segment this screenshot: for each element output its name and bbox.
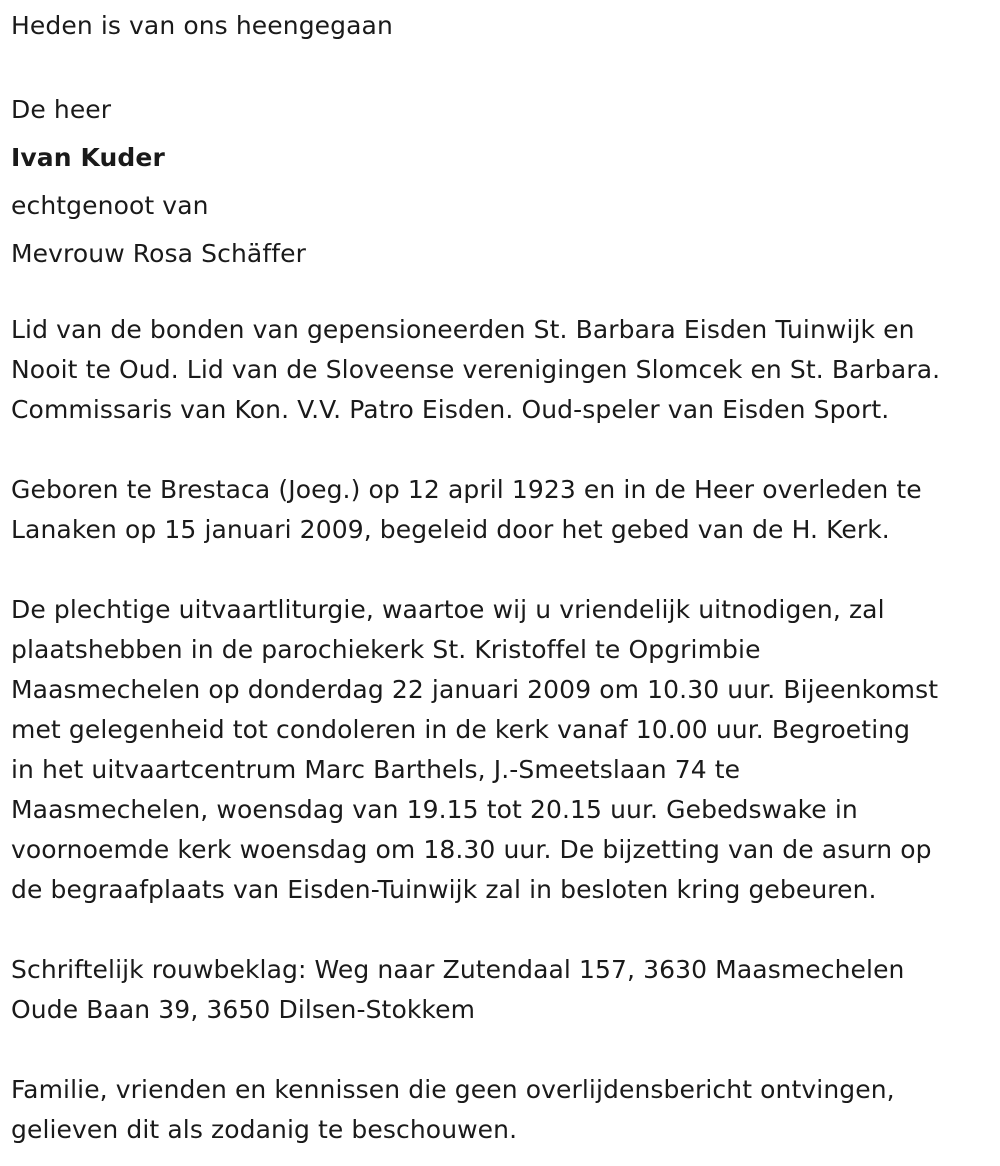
spacer [11, 910, 991, 950]
condolence-paragraph [11, 950, 991, 1030]
spacer [11, 430, 991, 470]
relation-label: echtgenoot van [11, 191, 209, 220]
birth-death-paragraph [11, 470, 991, 550]
spacer [11, 46, 991, 86]
spouse-name: Mevrouw Rosa Schäffer [11, 239, 306, 268]
honorific: De heer [11, 95, 112, 124]
memberships-line: Nooit te Oud. Lid van de Sloveense verenigingen Slomcek en St. Barbara. [11, 355, 941, 384]
birth-death-line: Lanaken op 15 januari 2009, begeleid door het gebed van de H. Kerk. [11, 515, 890, 544]
obituary-document [11, 6, 991, 1150]
deceased-name: Ivan Kuder [11, 143, 165, 172]
memberships-paragraph [11, 310, 991, 430]
birth-death-line: Geboren te Brestaca (Joeg.) op 12 april 1923 en in de Heer overleden te [11, 475, 922, 504]
spacer [11, 550, 991, 590]
memberships-line: Lid van de bonden van gepensioneerden St. Barbara Eisden Tuinwijk en [11, 315, 915, 344]
funeral-line: De plechtige uitvaartliturgie, waartoe wij u vriendelijk uitnodigen, zal [11, 595, 885, 624]
funeral-line: Maasmechelen, woensdag van 19.15 tot 20.15 uur. Gebedswake in [11, 795, 858, 824]
spacer [11, 278, 991, 310]
funeral-paragraph [11, 590, 991, 910]
condolence-line: Oude Baan 39, 3650 Dilsen-Stokkem [11, 995, 476, 1024]
funeral-line: voornoemde kerk woensdag om 18.30 uur. De bijzetting van de asurn op [11, 835, 932, 864]
funeral-line: de begraafplaats van Eisden-Tuinwijk zal in besloten kring gebeuren. [11, 875, 877, 904]
funeral-line: plaatshebben in de parochiekerk St. Kristoffel te Opgrimbie [11, 635, 761, 664]
funeral-line: in het uitvaartcentrum Marc Barthels, J.-Smeetslaan 74 te [11, 755, 741, 784]
name-block [11, 86, 991, 278]
spacer [11, 1030, 991, 1070]
funeral-line: Maasmechelen op donderdag 22 januari 2009 om 10.30 uur. Bijeenkomst [11, 675, 939, 704]
funeral-line: met gelegenheid tot condoleren in de kerk vanaf 10.00 uur. Begroeting [11, 715, 911, 744]
intro-line: Heden is van ons heengegaan [11, 11, 393, 40]
closing-line: gelieven dit als zodanig te beschouwen. [11, 1115, 518, 1144]
closing-paragraph [11, 1070, 991, 1150]
memberships-line: Commissaris van Kon. V.V. Patro Eisden. Oud-speler van Eisden Sport. [11, 395, 890, 424]
closing-line: Familie, vrienden en kennissen die geen overlijdensbericht ontvingen, [11, 1075, 895, 1104]
condolence-line: Schriftelijk rouwbeklag: Weg naar Zutendaal 157, 3630 Maasmechelen [11, 955, 905, 984]
